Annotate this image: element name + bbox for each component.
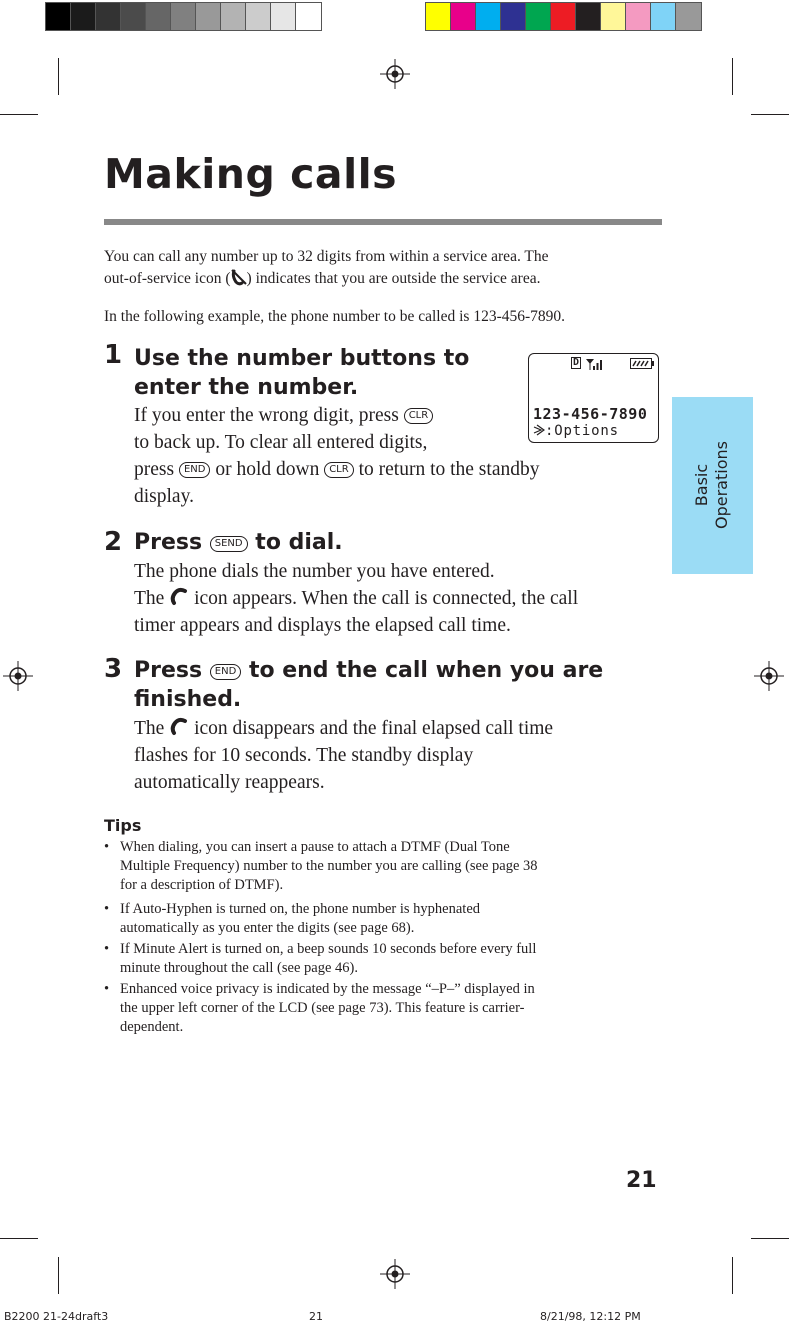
tips-heading: Tips [104,816,142,835]
calibration-swatch [551,3,576,30]
step-number: 1 [104,340,123,370]
page-number: 21 [626,1168,657,1193]
calibration-swatch [626,3,651,30]
clr-key-icon: CLR [404,408,434,424]
calibration-swatch [601,3,626,30]
step-number: 3 [104,654,123,684]
grayscale-calibration-bar [45,2,322,31]
calibration-swatch [46,3,71,30]
digital-indicator: D [573,357,580,368]
intro-paragraph: You can call any number up to 32 digits from within a service area. The out-of-service icon ( ) indicates that you are outside the service area. [104,248,549,287]
tip-item: • If Auto-Hyphen is turned on, the phone number is hyphenated automatically as you enter the digits (see page 68). [104,901,481,936]
crop-mark [751,1238,789,1239]
calibration-swatch [121,3,146,30]
color-calibration-bar [425,2,702,31]
footer-file: B2200 21-24draft3 [4,1310,109,1323]
footer-date: 8/21/98, 12:12 PM [540,1310,641,1323]
step-number: 2 [104,527,123,557]
registration-mark-icon [380,1259,410,1289]
calibration-swatch [526,3,551,30]
lcd-options: :Options [533,423,619,439]
registration-mark-icon [754,661,784,691]
example-paragraph: In the following example, the phone number to be called is 123-456-7890. [104,308,566,325]
section-tab-label: Basic [692,463,711,507]
calibration-swatch [171,3,196,30]
title-rule [104,219,662,225]
calibration-swatch [196,3,221,30]
registration-mark-icon [3,661,33,691]
calibration-swatch [146,3,171,30]
lcd-display [528,353,659,443]
tip-item: • If Minute Alert is turned on, a beep sounds 10 seconds before every full minute throughout the call (see page 46). [104,941,537,976]
step-heading: Press END to end the call when you are finished. [134,658,604,712]
calibration-swatch [501,3,526,30]
calibration-swatch [651,3,676,30]
crop-mark [732,1257,733,1294]
step-heading: Press SEND to dial. [134,530,343,555]
send-key-icon: SEND [210,536,248,552]
calibration-swatch [221,3,246,30]
calibration-swatch [426,3,451,30]
crop-mark [58,58,59,95]
page-title: Making calls [104,150,398,198]
calibration-swatch [246,3,271,30]
calibration-swatch [476,3,501,30]
registration-mark-icon [380,59,410,89]
section-tab-label: Operations [712,441,731,529]
crop-mark [0,1238,38,1239]
out-of-service-icon [231,268,247,286]
signal-strength-icon [586,358,602,370]
calibration-swatch [576,3,601,30]
calibration-swatch [296,3,321,30]
clr-key-icon: CLR [324,462,354,478]
crop-mark [751,114,789,115]
step-heading: Use the number buttons to enter the number. [134,346,470,400]
lcd-number: 123-456-7890 [533,405,648,423]
footer-page: 21 [309,1310,323,1323]
calibration-swatch [676,3,701,30]
jog-arrow-icon [533,424,545,436]
in-use-icon [169,717,189,737]
in-use-icon [169,587,189,607]
calibration-swatch [451,3,476,30]
step-body: If you enter the wrong digit, press CLR to back up. To clear all entered digits, press END or hold down CLR to return to the standby display. [134,405,540,507]
tip-item: • When dialing, you can insert a pause to attach a DTMF (Dual Tone Multiple Frequency) number to the number you are calling (see page 38 for a description of DTMF). [104,839,538,893]
crop-mark [732,58,733,95]
battery-icon [630,358,654,369]
end-key-icon: END [179,462,211,478]
crop-mark [0,114,38,115]
step-body: The phone dials the number you have entered. The icon appears. When the call is connected, the call timer appears and displays the elapsed call time. [134,561,579,636]
calibration-swatch [71,3,96,30]
section-tab [672,397,753,574]
end-key-icon: END [210,664,242,680]
calibration-swatch [96,3,121,30]
crop-mark [58,1257,59,1294]
tip-item: • Enhanced voice privacy is indicated by the message “–P–” displayed in the upper left corner of the LCD (see page 73). This feature is carrier- dependent. [104,981,535,1035]
calibration-swatch [271,3,296,30]
step-body: The icon disappears and the final elapsed call time flashes for 10 seconds. The standby display automatically reappears. [134,718,554,793]
